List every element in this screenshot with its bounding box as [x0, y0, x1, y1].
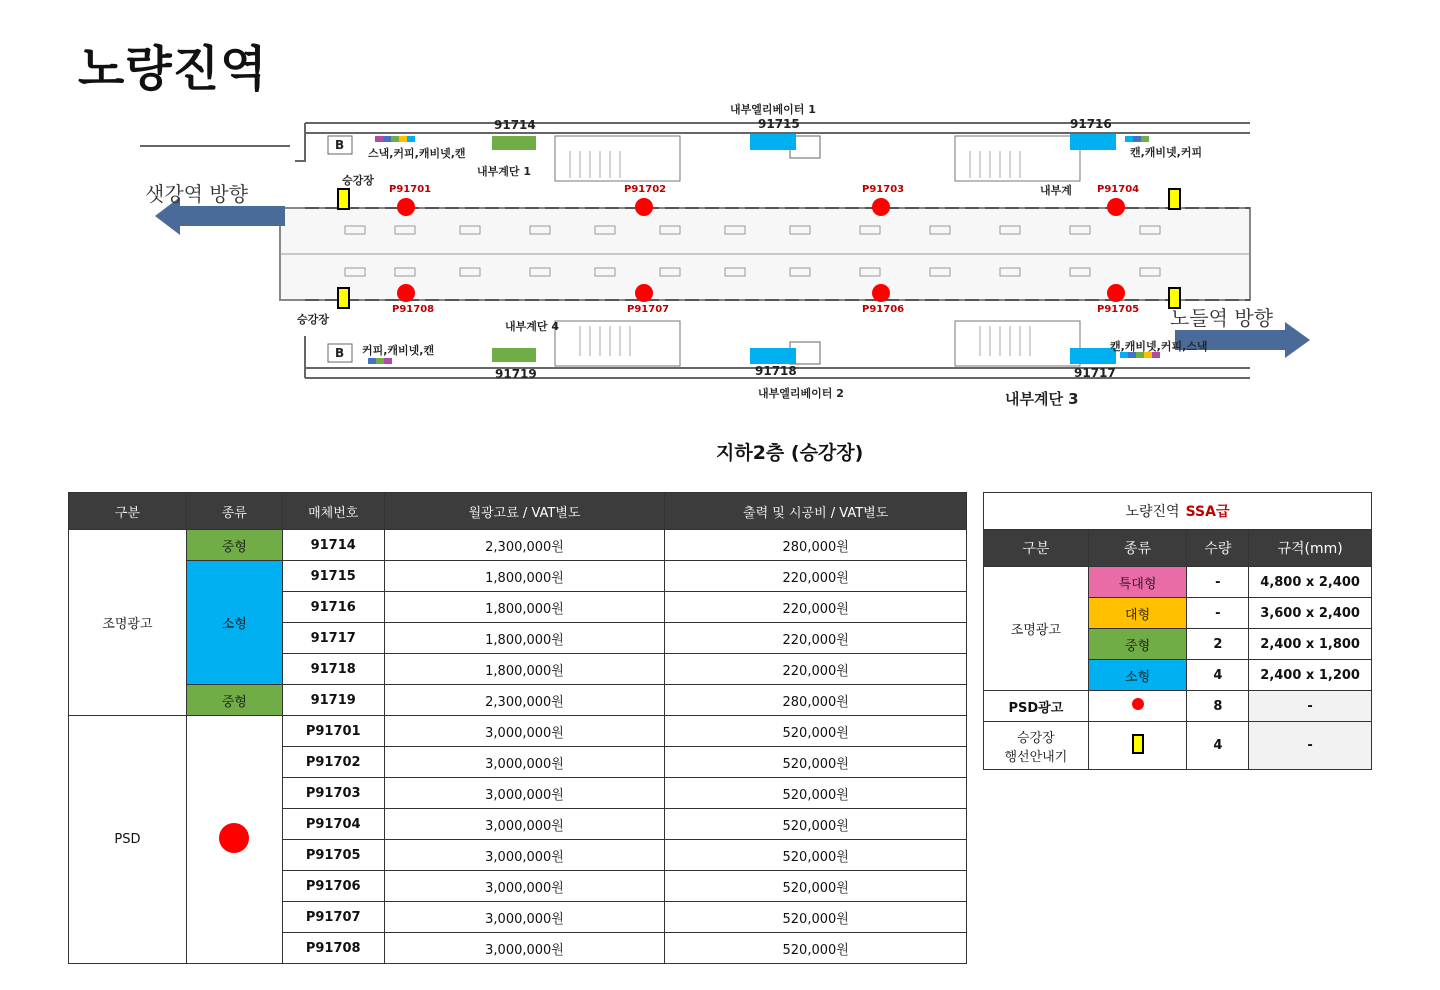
table-row [984, 691, 1372, 722]
qty: 4 [1187, 722, 1249, 770]
header-monthly-fee: 월광고료 / VAT별도 [384, 493, 665, 530]
psd-label-p91705: P91705 [1097, 304, 1140, 315]
lightbox-91719 [492, 348, 536, 362]
grade-badge: SSA급 [1185, 504, 1230, 520]
install-fee: 520,000원 [665, 778, 967, 809]
platform-sign-label-line1: 승강장 [1017, 730, 1055, 746]
shops-bl-label: 커피,캐비넷,캔 [362, 344, 435, 357]
summary-station-name: 노량진역 [1125, 504, 1180, 520]
table-row [69, 530, 967, 561]
media-id: P91708 [282, 933, 384, 964]
red-dot-icon [219, 823, 249, 853]
monthly-fee: 1,800,000원 [384, 654, 665, 685]
table-row [69, 561, 967, 592]
lightbox-label-91714: 91714 [494, 118, 536, 132]
price-table [68, 492, 967, 964]
platform-sign-bl [338, 288, 349, 308]
summary-header-category: 구분 [984, 530, 1089, 567]
platform-sign-label-line2: 행선안내기 [1004, 749, 1068, 765]
direction-right-label: 노들역 방향 [1170, 306, 1273, 330]
spec: 4,800 x 2,400 [1249, 567, 1372, 598]
header-category: 구분 [69, 493, 187, 530]
qty: 4 [1187, 660, 1249, 691]
media-id: P91703 [282, 778, 384, 809]
qty: - [1187, 567, 1249, 598]
spec: 2,400 x 1,800 [1249, 629, 1372, 660]
lightbox-label-91718: 91718 [755, 364, 797, 378]
psd-label-p91708: P91708 [392, 304, 435, 315]
type-medium-badge: 중형 [186, 530, 282, 561]
psd-dot-p91707 [635, 284, 653, 302]
summary-group-lighting: 조명광고 [984, 567, 1089, 691]
install-fee: 280,000원 [665, 530, 967, 561]
elevator-1-label: 내부엘리베이터 1 [730, 103, 816, 116]
media-id: P91707 [282, 902, 384, 933]
qty: 8 [1187, 691, 1249, 722]
lightbox-label-91719: 91719 [495, 367, 537, 381]
psd-dot-p91702 [635, 198, 653, 216]
install-fee: 520,000원 [665, 809, 967, 840]
spec: - [1249, 691, 1372, 722]
direction-left-label: 샛강역 방향 [145, 182, 248, 206]
monthly-fee: 1,800,000원 [384, 561, 665, 592]
psd-dot-p91705 [1107, 284, 1125, 302]
shops-br-label: 캔,캐비넷,커피,스낵 [1110, 340, 1208, 353]
lightbox-91715 [750, 134, 796, 150]
psd-dot-p91706 [872, 284, 890, 302]
psd-ad-label: PSD광고 [984, 691, 1089, 722]
monthly-fee: 3,000,000원 [384, 840, 665, 871]
media-id: 91719 [282, 685, 384, 716]
media-id: 91718 [282, 654, 384, 685]
psd-dot-p91704 [1107, 198, 1125, 216]
summary-title-row [984, 493, 1372, 530]
spec: 3,600 x 2,400 [1249, 598, 1372, 629]
platform-tl-label: 승강장 [342, 174, 374, 187]
install-fee: 520,000원 [665, 840, 967, 871]
install-fee: 520,000원 [665, 747, 967, 778]
psd-label-p91702: P91702 [624, 184, 667, 195]
floor-caption: 지하2층 (승강장) [716, 442, 864, 464]
install-fee: 520,000원 [665, 902, 967, 933]
summary-header [984, 530, 1372, 567]
psd-dot-p91708 [397, 284, 415, 302]
platform-sign-label [984, 722, 1089, 770]
type-xlarge-badge: 특대형 [1088, 567, 1187, 598]
media-id: P91702 [282, 747, 384, 778]
type-large-badge: 대형 [1088, 598, 1187, 629]
lightbox-91718 [750, 348, 796, 364]
install-fee: 220,000원 [665, 623, 967, 654]
media-id: 91715 [282, 561, 384, 592]
b-top-label: B [335, 138, 345, 152]
elevator-2-label: 내부엘리베이터 2 [758, 387, 844, 400]
type-medium-badge: 중형 [186, 685, 282, 716]
stair-3-label: 내부계단 3 [1005, 390, 1079, 408]
type-small-badge: 소형 [1088, 660, 1187, 691]
install-fee: 220,000원 [665, 654, 967, 685]
summary-title [984, 493, 1372, 530]
platform-sign-tl [338, 189, 349, 209]
header-type: 종류 [186, 493, 282, 530]
psd-dot-p91703 [872, 198, 890, 216]
monthly-fee: 3,000,000원 [384, 809, 665, 840]
platform-sign-tr [1169, 189, 1180, 209]
group-psd: PSD [69, 716, 187, 964]
stair-partial-label: 내부계 [1040, 184, 1072, 197]
shops-tr-label: 캔,캐비넷,커피 [1130, 146, 1203, 159]
media-id: P91705 [282, 840, 384, 871]
install-fee: 280,000원 [665, 685, 967, 716]
header-media-id: 매체번호 [282, 493, 384, 530]
table-row [984, 567, 1372, 598]
floor-map [140, 96, 1320, 416]
type-small-badge: 소형 [186, 561, 282, 685]
table-row [984, 722, 1372, 770]
spec: - [1249, 722, 1372, 770]
psd-label-p91704: P91704 [1097, 184, 1140, 195]
qty: - [1187, 598, 1249, 629]
psd-label-p91703: P91703 [862, 184, 905, 195]
install-fee: 520,000원 [665, 933, 967, 964]
summary-header-spec: 규격(mm) [1249, 530, 1372, 567]
qty: 2 [1187, 629, 1249, 660]
red-dot-icon [1132, 698, 1144, 710]
lightbox-91714 [492, 136, 536, 150]
media-id: P91701 [282, 716, 384, 747]
monthly-fee: 3,000,000원 [384, 778, 665, 809]
monthly-fee: 3,000,000원 [384, 747, 665, 778]
lightbox-label-91715: 91715 [758, 117, 800, 131]
psd-label-p91701: P91701 [389, 184, 432, 195]
monthly-fee: 3,000,000원 [384, 933, 665, 964]
monthly-fee: 1,800,000원 [384, 592, 665, 623]
install-fee: 220,000원 [665, 561, 967, 592]
stair-1-label: 내부계단 1 [477, 165, 531, 178]
table-row [69, 685, 967, 716]
summary-header-type: 종류 [1088, 530, 1187, 567]
group-lighting: 조명광고 [69, 530, 187, 716]
b-bottom-label: B [335, 346, 345, 360]
psd-label-p91706: P91706 [862, 304, 905, 315]
install-fee: 520,000원 [665, 716, 967, 747]
type-medium-badge: 중형 [1088, 629, 1187, 660]
table-row [69, 716, 967, 747]
monthly-fee: 2,300,000원 [384, 685, 665, 716]
psd-icon-cell [1088, 691, 1187, 722]
monthly-fee: 3,000,000원 [384, 871, 665, 902]
monthly-fee: 2,300,000원 [384, 530, 665, 561]
install-fee: 520,000원 [665, 871, 967, 902]
platform-sign-icon [1132, 734, 1144, 754]
sign-icon-cell [1088, 722, 1187, 770]
stair-4-label: 내부계단 4 [505, 320, 559, 333]
lightbox-91716 [1070, 134, 1116, 150]
monthly-fee: 3,000,000원 [384, 902, 665, 933]
install-fee: 220,000원 [665, 592, 967, 623]
lightbox-label-91717: 91717 [1074, 366, 1116, 380]
psd-label-p91707: P91707 [627, 304, 670, 315]
page-title: 노량진역 [78, 41, 268, 97]
platform-bl-label: 승강장 [297, 313, 329, 326]
media-id: P91706 [282, 871, 384, 902]
summary-header-qty: 수량 [1187, 530, 1249, 567]
media-id: 91714 [282, 530, 384, 561]
lightbox-label-91716: 91716 [1070, 117, 1112, 131]
monthly-fee: 3,000,000원 [384, 716, 665, 747]
media-id: 91717 [282, 623, 384, 654]
header-install-fee: 출력 및 시공비 / VAT별도 [665, 493, 967, 530]
monthly-fee: 1,800,000원 [384, 623, 665, 654]
media-id: P91704 [282, 809, 384, 840]
media-id: 91716 [282, 592, 384, 623]
summary-table [983, 492, 1372, 770]
psd-type-cell [186, 716, 282, 964]
spec: 2,400 x 1,200 [1249, 660, 1372, 691]
psd-dot-p91701 [397, 198, 415, 216]
shops-tl-label: 스낵,커피,캐비넷,캔 [368, 147, 466, 160]
price-table-header [69, 493, 967, 530]
